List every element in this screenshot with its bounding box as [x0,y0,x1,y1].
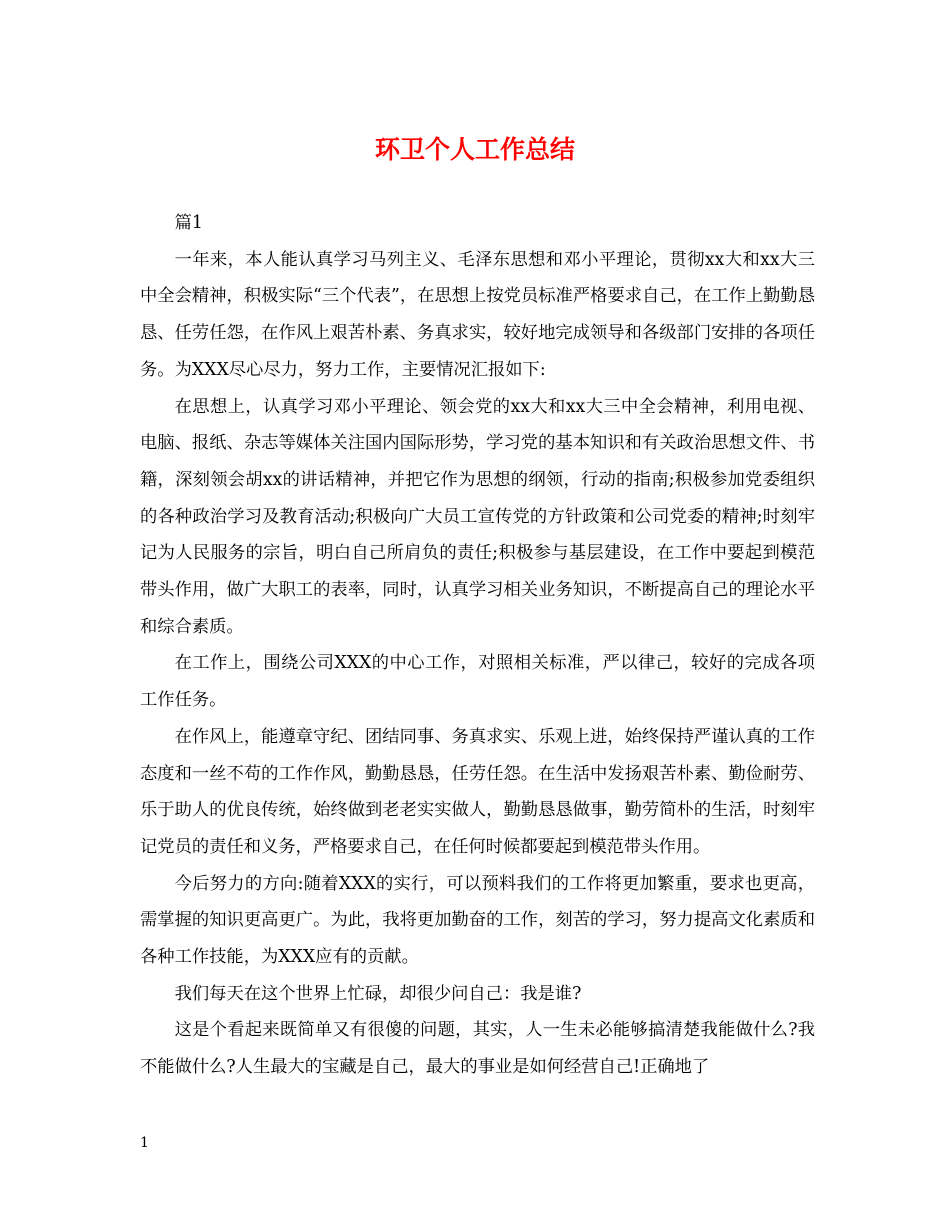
paragraph-4: 在作风上，能遵章守纪、团结同事、务真求实、乐观上进，始终保持严谨认真的工作态度和一丝不苟的工作作风，勤勤恳恳，任劳任怨。在生活中发扬艰苦朴素、勤俭耐劳、乐于助人的优良传统，始终做到老老实实做人，勤勤恳恳做事，勤劳简朴的生活，时刻牢记党员的责任和义务，严格要求自己，在任何时候都要起到模范带头作用。 [140,726,815,857]
paragraph-1: 一年来，本人能认真学习马列主义、毛泽东思想和邓小平理论，贯彻xx大和xx大三中全会精神，积极实际“三个代表”，在思想上按党员标准严格要求自己，在工作上勤勤恳恳、任劳任怨，在作风上艰苦朴素、务真求实，较好地完成领导和各级部门安排的各项任务。为XXX尽心尽力，努力工作，主要情况汇报如下: [140,249,815,380]
section-label: 篇1 [174,213,203,233]
paragraph-7: 这是个看起来既简单又有很傻的问题，其实，人一生未必能够搞清楚我能做什么?我不能做什么?人生最大的宝藏是自己，最大的事业是如何经营自己!正确地了 [140,1020,815,1078]
page-number: 1 [140,1135,149,1151]
paragraph-6: 我们每天在这个世界上忙碌，却很少问自己：我是谁? [174,983,582,1004]
paragraph-5: 今后努力的方向:随着XXX的实行，可以预料我们的工作将更加繁重，要求也更高，需掌握的知识更高更广。为此，我将更加勤奋的工作，刻苦的学习，努力提高文化素质和各种工作技能，为XXX应有的贡献。 [140,873,815,968]
paragraph-3: 在工作上，围绕公司XXX的中心工作，对照相关标准，严以律己，较好的完成各项工作任务。 [140,653,815,711]
document-body [140,205,815,1086]
paragraph-2: 在思想上，认真学习邓小平理论、领会党的xx大和xx大三中全会精神，利用电视、电脑、报纸、杂志等媒体关注国内国际形势，学习党的基本知识和有关政治思想文件、书籍，深刻领会胡xx的讲话精神，并把它作为思想的纲领，行动的指南;积极参加党委组织的各种政治学习及教育活动;积极向广大员工宣传党的方针政策和公司党委的精神;时刻牢记为人民服务的宗旨，明白自己所肩负的责任;积极参与基层建设，在工作中要起到模范带头作用，做广大职工的表率，同时，认真学习相关业务知识，不断提高自己的理论水平和综合素质。 [140,396,815,637]
document-title: 环卫个人工作总结 [374,135,575,164]
